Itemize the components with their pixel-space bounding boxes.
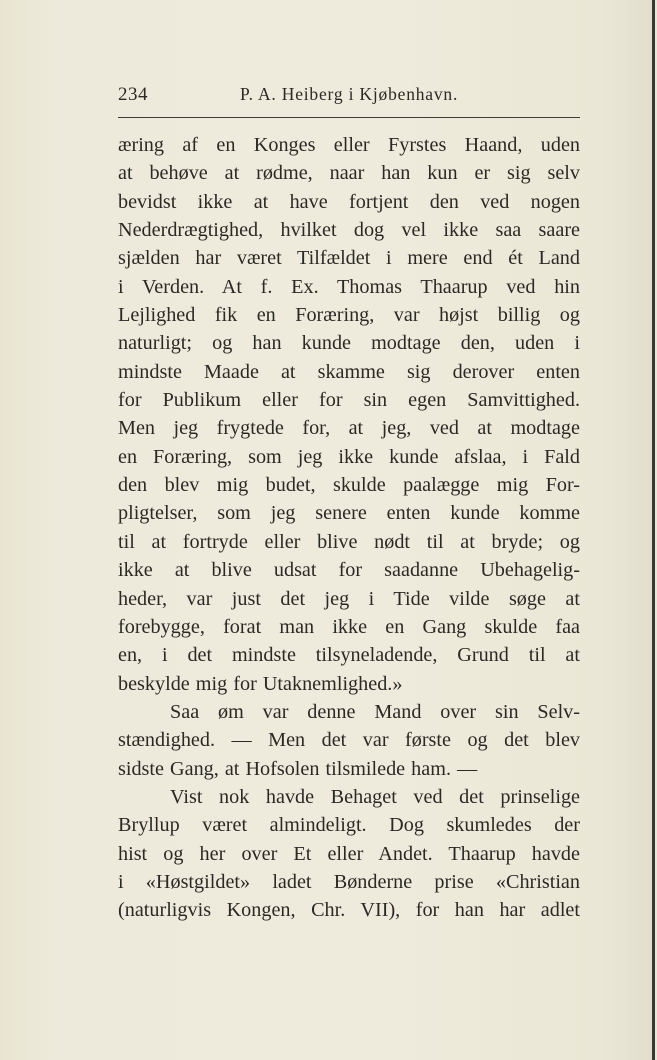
text-line: Nederdrægtighed, hvilket dog vel ikke saa saare <box>118 219 580 242</box>
text-line: en Foræring, som jeg ikke kunde afslaa, i Fald <box>118 445 580 468</box>
header-rule <box>118 117 580 118</box>
text-line: til at fortryde eller blive nødt til at bryde; og <box>118 530 580 553</box>
text-line: i «Høstgildet» ladet Bønderne prise «Christian <box>118 870 580 893</box>
text-line: ikke at blive udsat for saadanne Ubehagelig- <box>118 559 580 582</box>
text-line: en, i det mindste tilsyneladende, Grund til at <box>118 644 580 667</box>
text-line: naturligt; og han kunde modtage den, uden i <box>118 332 580 355</box>
page-number: 234 <box>118 84 148 105</box>
page-header <box>118 84 580 110</box>
text-line: hist og her over Et eller Andet. Thaarup havde <box>118 842 580 865</box>
text-line: mindste Maade at skamme sig derover enten <box>118 360 580 383</box>
text-line: (naturligvis Kongen, Chr. VII), for han har adlet <box>118 899 580 922</box>
text-line: stændighed. — Men det var første og det blev <box>118 729 580 752</box>
text-line: for Publikum eller for sin egen Samvittighed. <box>118 389 580 412</box>
text-line: at behøve at rødme, naar han kun er sig selv <box>118 162 580 185</box>
text-line: forebygge, forat man ikke en Gang skulde faa <box>118 615 580 638</box>
text-line: i Verden. At f. Ex. Thomas Thaarup ved hin <box>118 275 580 298</box>
text-line: Lejlighed fik en Foræring, var højst billig og <box>118 304 580 327</box>
text-line: sjælden har været Tilfældet i mere end ét Land <box>118 247 580 270</box>
text-line: Vist nok havde Behaget ved det prinselige <box>170 785 580 808</box>
text-line: Saa øm var denne Mand over sin Selv- <box>170 700 580 723</box>
text-line: Men jeg frygtede for, at jeg, ved at modtage <box>118 417 580 440</box>
text-line: pligtelser, som jeg senere enten kunde komme <box>118 502 580 525</box>
text-line: Bryllup været almindeligt. Dog skumledes der <box>118 814 580 837</box>
body-text <box>118 131 580 925</box>
page-edge-shadow <box>652 0 655 1060</box>
text-line: bevidst ikke at have fortjent den ved nogen <box>118 190 580 213</box>
text-line: heder, var just det jeg i Tide vilde søge at <box>118 587 580 610</box>
running-head: P. A. Heiberg i Kjøbenhavn. <box>240 84 459 104</box>
text-line: den blev mig budet, skulde paalægge mig For- <box>118 474 580 497</box>
text-line: æring af en Konges eller Fyrstes Haand, uden <box>118 134 580 156</box>
text-line: sidste Gang, at Hofsolen tilsmilede ham. — <box>118 757 478 780</box>
text-line: beskylde mig for Utaknemlighed.» <box>118 672 403 695</box>
